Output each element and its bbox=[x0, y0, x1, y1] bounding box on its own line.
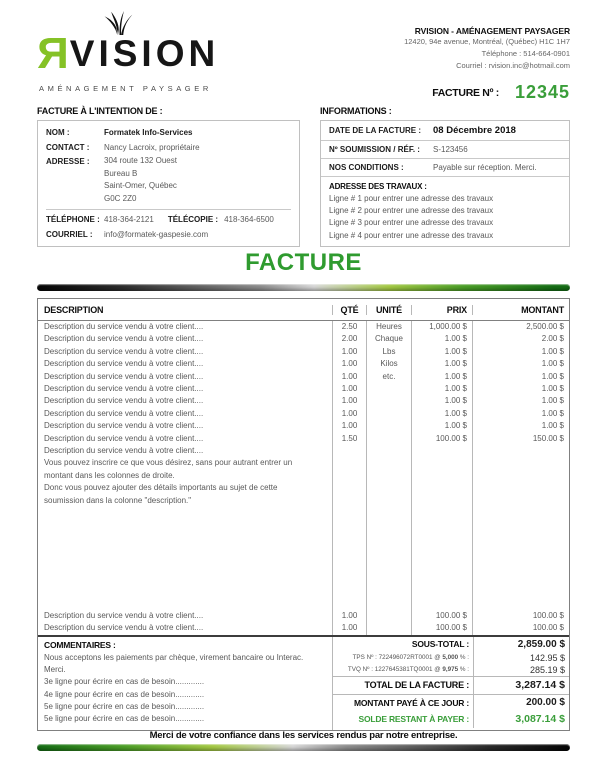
row-qty: 1.00 bbox=[332, 408, 366, 420]
row-price: 1.00 $ bbox=[411, 358, 472, 370]
description-note-line: Vous pouvez inscrire ce que vous désirez, sans pour autrant entrer un bbox=[44, 458, 293, 468]
client-phone-row bbox=[46, 209, 291, 228]
total-row bbox=[333, 676, 569, 694]
comment-line: 3e ligne pour écrire en cas de besoin............. bbox=[44, 677, 205, 687]
client-fax-label: TÉLÉCOPIE : bbox=[167, 215, 219, 225]
row-qty: 1.00 bbox=[332, 371, 366, 383]
paid-value: 200.00 $ bbox=[473, 695, 570, 711]
table-row bbox=[38, 622, 569, 634]
row-description: Description du service vendu à votre client.... bbox=[44, 421, 204, 431]
bill-to-box bbox=[37, 120, 300, 247]
tps-number: TPS Nº : 722496072RT0001 @ bbox=[352, 653, 443, 661]
row-qty: 2.50 bbox=[332, 321, 366, 333]
work-address-line: Ligne # 2 pour entrer une adresse des travaux bbox=[329, 206, 494, 216]
row-amount: 2.00 $ bbox=[472, 333, 569, 345]
table-row bbox=[38, 395, 569, 407]
client-email-label: COURRIEL : bbox=[46, 229, 93, 239]
terms: Payable sur réception. Merci. bbox=[433, 163, 537, 172]
row-unit bbox=[366, 445, 411, 610]
row-qty: 2.00 bbox=[332, 333, 366, 345]
row-amount: 1.00 $ bbox=[472, 371, 569, 383]
description-notes bbox=[38, 445, 332, 610]
row-unit: Lbs bbox=[366, 346, 411, 358]
table-filler-row bbox=[38, 445, 569, 610]
row-description: Description du service vendu à votre client.... bbox=[44, 371, 204, 381]
client-email: info@formatek-gaspesie.com bbox=[104, 229, 209, 239]
company-address: 12420, 94e avenue, Montréal, (Québec) H1C 1H7 bbox=[404, 37, 570, 46]
table-row bbox=[38, 333, 569, 345]
work-address-block bbox=[321, 177, 569, 246]
gradient-divider-bottom bbox=[37, 744, 570, 751]
row-unit: Chaque bbox=[366, 333, 411, 345]
gradient-divider-top bbox=[37, 284, 570, 291]
row-description: Description du service vendu à votre client.... bbox=[44, 384, 204, 394]
row-price: 100.00 $ bbox=[411, 433, 472, 445]
client-address-line: Saint-Omer, Québec bbox=[104, 181, 177, 191]
row-price: 1.00 $ bbox=[411, 333, 472, 345]
row-price: 1.00 $ bbox=[411, 408, 472, 420]
table-row bbox=[38, 408, 569, 420]
table-row bbox=[38, 321, 569, 333]
invoice-number-label: FACTURE Nº : bbox=[432, 86, 499, 99]
logo-word-vision: VISION bbox=[69, 33, 220, 74]
submission-ref-label: Nº SOUMISSION / RÉF. : bbox=[329, 145, 420, 154]
balance-value: 3,087.14 $ bbox=[473, 711, 570, 728]
total-label: TOTAL DE LA FACTURE : bbox=[364, 679, 469, 690]
tvq-number: TVQ Nº : 1227645381TQ0001 @ bbox=[347, 665, 443, 673]
table-row bbox=[38, 383, 569, 395]
row-unit: Heures bbox=[366, 321, 411, 333]
row-description: Description du service vendu à votre client.... bbox=[44, 346, 204, 356]
row-qty: 1.50 bbox=[332, 433, 366, 445]
invoice-date-row bbox=[321, 121, 569, 141]
comment-line: Nous acceptons les paiements par chèque, virement bancaire ou Interac. bbox=[44, 652, 304, 662]
subtotal-value: 2,859.00 $ bbox=[473, 637, 570, 652]
row-price bbox=[411, 445, 472, 610]
row-amount: 1.00 $ bbox=[472, 420, 569, 432]
row-unit: etc. bbox=[366, 371, 411, 383]
informations-box bbox=[320, 120, 570, 247]
submission-ref: S-123456 bbox=[433, 145, 468, 154]
row-price: 1.00 $ bbox=[411, 346, 472, 358]
bill-to-section bbox=[37, 106, 300, 247]
row-unit bbox=[366, 408, 411, 420]
row-amount: 2,500.00 $ bbox=[472, 321, 569, 333]
client-name-row bbox=[46, 126, 291, 141]
client-contact-row bbox=[46, 141, 291, 156]
tvq-value: 285.19 $ bbox=[473, 664, 570, 676]
tps-value: 142.95 $ bbox=[473, 652, 570, 664]
table-header-row bbox=[38, 299, 569, 321]
client-contact: Nancy Lacroix, propriétaire bbox=[104, 142, 200, 152]
tvq-suffix: % : bbox=[458, 665, 469, 673]
client-address bbox=[104, 155, 177, 205]
row-amount: 150.00 $ bbox=[472, 433, 569, 445]
invoice-table bbox=[37, 298, 570, 731]
comment-line: 5e ligne pour écrire en cas de besoin............. bbox=[44, 702, 205, 712]
document-title: FACTURE bbox=[245, 249, 362, 276]
client-email-row bbox=[46, 228, 291, 243]
invoice-date-label: DATE DE LA FACTURE : bbox=[329, 126, 421, 135]
table-bottom-section bbox=[38, 635, 569, 730]
tps-rate: 5,000 bbox=[442, 653, 459, 661]
company-email: Courriel : rvision.inc@hotmail.com bbox=[456, 61, 570, 70]
row-unit bbox=[366, 622, 411, 634]
informations-title: INFORMATIONS : bbox=[320, 106, 392, 116]
row-price: 1.00 $ bbox=[411, 371, 472, 383]
row-description: Description du service vendu à votre client.... bbox=[44, 611, 204, 621]
row-description: Description du service vendu à votre client.... bbox=[44, 322, 204, 331]
row-qty: 1.00 bbox=[332, 622, 366, 634]
tvq-label bbox=[333, 664, 473, 676]
company-name: RVISION - AMÉNAGEMENT PAYSAGER bbox=[414, 26, 570, 36]
tvq-row bbox=[333, 664, 569, 676]
row-unit bbox=[366, 610, 411, 622]
row-price: 100.00 $ bbox=[411, 610, 472, 622]
row-qty: 1.00 bbox=[332, 420, 366, 432]
bill-to-title: FACTURE À L'INTENTION DE : bbox=[37, 106, 163, 116]
work-address-line: Ligne # 1 pour entrer une adresse des travaux bbox=[329, 194, 494, 203]
client-fax: 418-364-6500 bbox=[224, 215, 274, 225]
row-price: 1,000.00 $ bbox=[411, 321, 472, 333]
client-address-row bbox=[46, 155, 291, 205]
footer-thanks: Merci de votre confiance dans les services rendus par notre entreprise. bbox=[149, 730, 458, 741]
company-phone: Téléphone : 514-664-0901 bbox=[481, 49, 570, 58]
row-amount: 100.00 $ bbox=[472, 622, 569, 634]
client-address-label: ADRESSE : bbox=[46, 157, 90, 166]
row-unit bbox=[366, 420, 411, 432]
invoice-number bbox=[432, 82, 570, 103]
subtotal-row bbox=[333, 637, 569, 652]
row-unit bbox=[366, 395, 411, 407]
column-header-amount: MONTANT bbox=[472, 305, 569, 315]
row-unit bbox=[366, 383, 411, 395]
row-qty bbox=[332, 445, 366, 610]
table-row bbox=[38, 610, 569, 622]
client-address-line: G0C 2Z0 bbox=[104, 193, 137, 203]
client-address-line: Bureau B bbox=[104, 168, 138, 178]
client-phone-label: TÉLÉPHONE : bbox=[46, 215, 100, 225]
terms-row bbox=[321, 159, 569, 177]
row-description: Description du service vendu à votre client.... bbox=[44, 396, 204, 406]
row-price: 100.00 $ bbox=[411, 622, 472, 634]
logo-tagline: AMÉNAGEMENT PAYSAGER bbox=[39, 84, 212, 93]
row-qty: 1.00 bbox=[332, 610, 366, 622]
row-price: 1.00 $ bbox=[411, 383, 472, 395]
company-block bbox=[404, 26, 570, 72]
info-row bbox=[37, 106, 570, 247]
description-note-line: soumission dans la colonne "description." bbox=[44, 495, 192, 505]
description-note-line: Donc vous pouvez ajouter des détails importants au sujet de cette bbox=[44, 483, 278, 493]
row-description: Description du service vendu à votre client.... bbox=[44, 359, 204, 369]
comment-line: Merci. bbox=[44, 665, 66, 675]
tvq-rate: 9,975 bbox=[442, 665, 459, 673]
paid-row bbox=[333, 694, 569, 711]
column-header-unit: UNITÉ bbox=[366, 305, 411, 315]
submission-ref-row bbox=[321, 141, 569, 159]
comments-title: COMMENTAIRES : bbox=[44, 639, 116, 650]
row-amount: 100.00 $ bbox=[472, 610, 569, 622]
invoice-number-value: 12345 bbox=[514, 82, 570, 102]
row-unit bbox=[366, 433, 411, 445]
work-address-title: ADRESSE DES TRAVAUX : bbox=[329, 182, 427, 191]
logo-letter-r: R bbox=[37, 29, 69, 78]
row-qty: 1.00 bbox=[332, 346, 366, 358]
row-amount: 1.00 $ bbox=[472, 358, 569, 370]
column-header-qty: QTÉ bbox=[332, 305, 366, 315]
row-amount: 1.00 $ bbox=[472, 408, 569, 420]
row-qty: 1.00 bbox=[332, 395, 366, 407]
table-row bbox=[38, 433, 569, 445]
row-price: 1.00 $ bbox=[411, 420, 472, 432]
terms-label: NOS CONDITIONS : bbox=[329, 163, 404, 172]
description-note-line: Description du service vendu à votre client.... bbox=[44, 446, 204, 456]
comments-section bbox=[38, 637, 332, 730]
row-description: Description du service vendu à votre client.... bbox=[44, 334, 204, 344]
row-price: 1.00 $ bbox=[411, 395, 472, 407]
client-phone: 418-364-2121 bbox=[104, 215, 154, 225]
total-value: 3,287.14 $ bbox=[473, 677, 570, 694]
tps-suffix: % : bbox=[458, 653, 469, 661]
client-address-line: 304 route 132 Ouest bbox=[104, 156, 177, 165]
work-address-line: Ligne # 4 pour entrer une adresse des travaux bbox=[329, 230, 494, 240]
paid-label: MONTANT PAYÉ À CE JOUR : bbox=[354, 697, 469, 708]
table-row bbox=[38, 346, 569, 358]
row-amount bbox=[472, 445, 569, 610]
row-qty: 1.00 bbox=[332, 358, 366, 370]
row-amount: 1.00 $ bbox=[472, 395, 569, 407]
row-description: Description du service vendu à votre client.... bbox=[44, 408, 204, 418]
logo-wordmark bbox=[37, 29, 220, 78]
client-name-label: NOM : bbox=[46, 128, 70, 137]
tps-row bbox=[333, 652, 569, 664]
row-description: Description du service vendu à votre client.... bbox=[44, 623, 204, 633]
invoice-date: 08 Décembre 2018 bbox=[433, 125, 516, 136]
balance-label: SOLDE RESTANT À PAYER : bbox=[358, 713, 469, 724]
informations-section bbox=[320, 106, 570, 247]
balance-row bbox=[333, 711, 569, 728]
client-name: Formatek Info-Services bbox=[104, 128, 193, 137]
description-note-line: montant dans les colonnes de droite. bbox=[44, 470, 175, 480]
row-amount: 1.00 $ bbox=[472, 383, 569, 395]
row-unit: Kilos bbox=[366, 358, 411, 370]
row-description: Description du service vendu à votre client.... bbox=[44, 433, 204, 443]
column-header-price: PRIX bbox=[411, 305, 472, 315]
table-row bbox=[38, 371, 569, 383]
comment-line: 4e ligne pour écrire en cas de besoin............. bbox=[44, 689, 205, 699]
column-header-description: DESCRIPTION bbox=[44, 304, 104, 315]
comment-line: 5e ligne pour écrire en cas de besoin............. bbox=[44, 714, 205, 724]
subtotal-label: SOUS-TOTAL : bbox=[411, 638, 469, 649]
client-contact-label: CONTACT : bbox=[46, 142, 90, 152]
work-address-line: Ligne # 3 pour entrer une adresse des travaux bbox=[329, 218, 494, 228]
tps-label bbox=[333, 652, 473, 664]
totals-section bbox=[332, 637, 569, 730]
table-row bbox=[38, 420, 569, 432]
row-qty: 1.00 bbox=[332, 383, 366, 395]
row-amount: 1.00 $ bbox=[472, 346, 569, 358]
table-row bbox=[38, 358, 569, 370]
